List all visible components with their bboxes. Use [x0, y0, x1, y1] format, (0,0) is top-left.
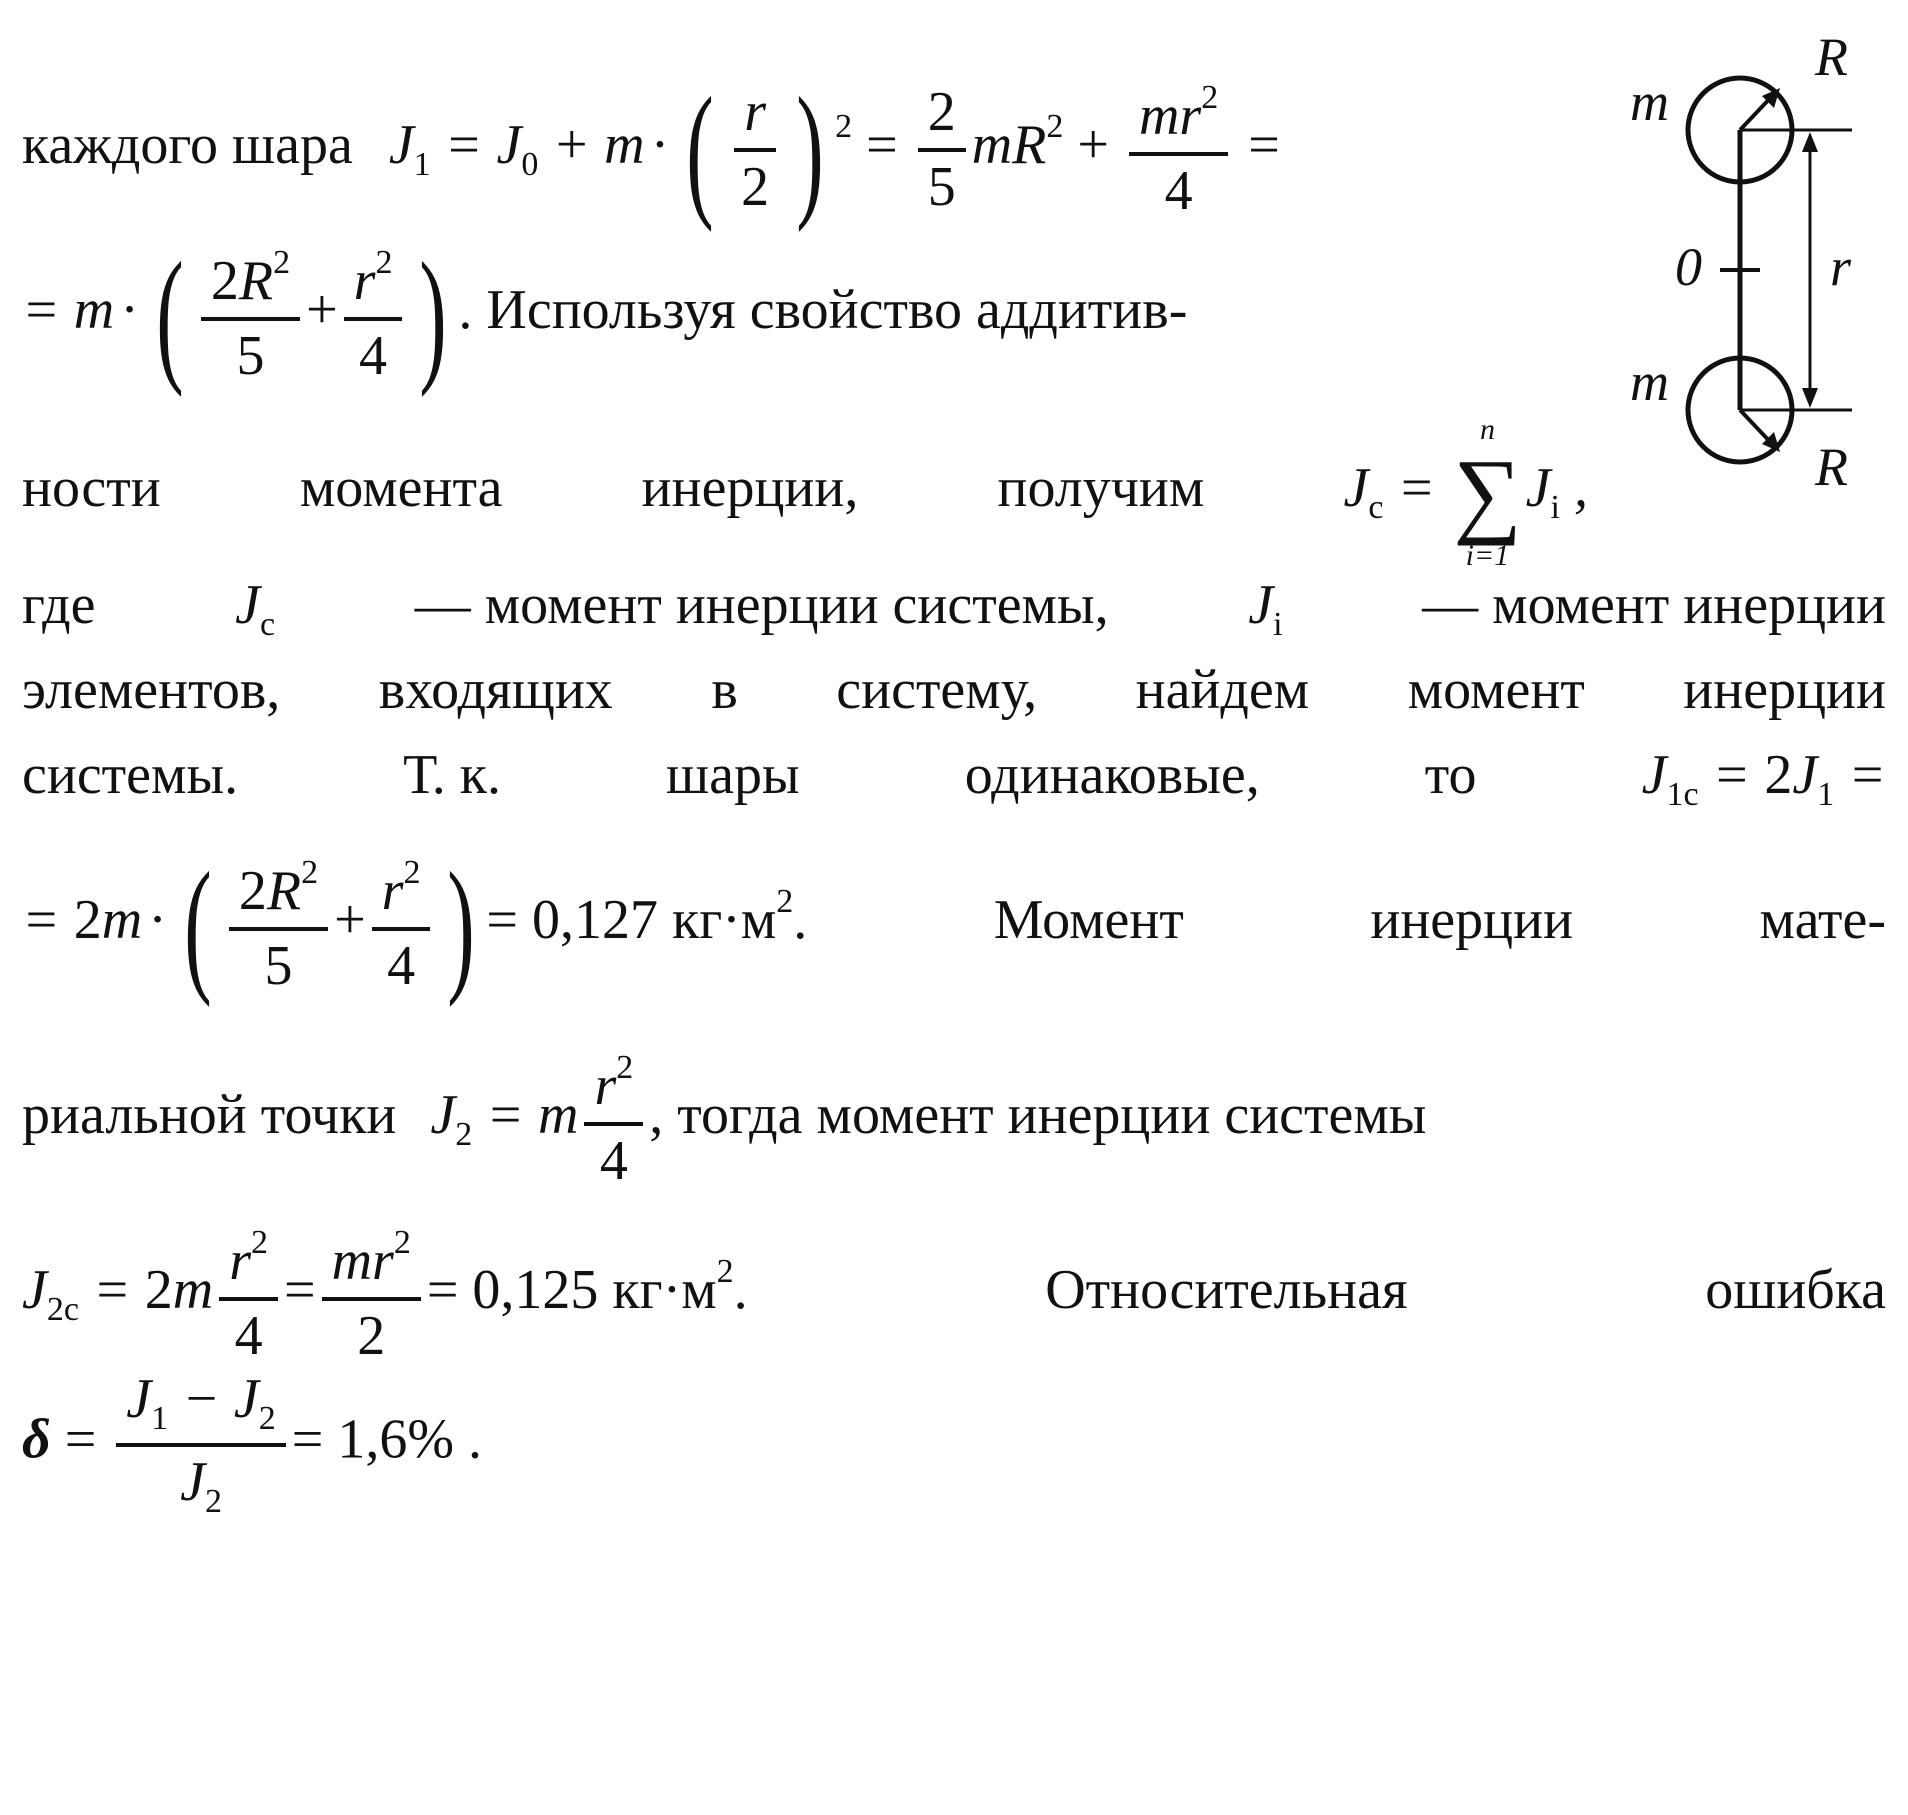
text-fragment: системы. [22, 744, 239, 806]
text-fragment: момент [1407, 659, 1585, 721]
text-line-4: где $J_c$ — момент инерции системы, $J_i$ — момент инерции [22, 574, 1886, 643]
text-fragment: ности [22, 456, 161, 519]
text-fragment: входящих [378, 659, 613, 721]
text-fragment: момента [299, 456, 503, 519]
text-fragment: = 0,125 кг·м [426, 1259, 717, 1322]
text-line-1: каждого шара $J_1 = J_0 + m$ · ( $\frac{r}{2}$ ) $^2$ = $\frac{2}{5}$ $mR^2$ + $\frac{mr^2}{4}$ = [22, 67, 1280, 233]
text-fragment: — момент инерции системы, [414, 574, 1109, 636]
text-fragment: = 1,6% . [291, 1408, 483, 1471]
text-fragment: Относительная [1045, 1259, 1408, 1322]
text-fragment: Т. к. [403, 744, 501, 806]
text-fragment: найдем [1135, 659, 1310, 721]
radius-label-bottom: R [1815, 437, 1848, 497]
text-fragment: = 0,127 кг·м [486, 888, 777, 951]
text-line-9: $J_{2c} = 2m$ $\frac{r^2}{4}$ = $\frac{mr^2}{2}$ = 0,125 $кг\cdot м^2$. Относительная ошибка [22, 1224, 1886, 1367]
text-line-2: = m · ( $\frac{2R^2}{5}$ + $\frac{r^2}{4}$ ) . Используя свойство аддитив- [22, 232, 1188, 398]
text-fragment: получим [997, 456, 1205, 519]
text-line-10: δ = $\frac{J_1 - J_2}{J_2}$ = 1,6% . [22, 1368, 483, 1520]
text-fragment: Момент [993, 888, 1184, 951]
text-fragment: систему, [836, 659, 1038, 721]
text-fragment: инерции, [641, 456, 859, 519]
text-fragment: — момент инерции [1422, 574, 1886, 636]
text-line-7: = 2m · ( $\frac{2R^2}{5}$ + $\frac{r^2}{4}$ ) = 0,127 $кг\cdot м^2$. Момент инерции мате- [22, 842, 1886, 1008]
distance-label: r [1830, 237, 1852, 297]
arrowhead-top [1802, 132, 1818, 152]
mass-label-top: m [1630, 72, 1669, 132]
two-spheres-figure [1590, 20, 1908, 540]
text-fragment: инерции [1683, 659, 1886, 721]
mass-label-bottom: m [1630, 352, 1669, 412]
text-fragment: элементов, [22, 659, 281, 721]
text-line-3: ности момента инерции, получим $J_c$ = n ∑ i=1 $J_i$ , [22, 413, 1588, 572]
text-line-6: системы. Т. к. шары одинаковые, то $J_{1c} = 2J_1$ = [22, 744, 1886, 813]
text-fragment: , тогда момент инерции системы [649, 1084, 1427, 1147]
text-fragment: . Используя свойство аддитив- [458, 278, 1188, 341]
text-line-5 [22, 660, 1886, 720]
text-fragment: в [711, 659, 738, 721]
text-fragment: ошибка [1705, 1259, 1886, 1322]
text-line-8: риальной точки $J_2 = m$ $\frac{r^2}{4}$ , тогда момент инерции системы [22, 1049, 1427, 1192]
arrowhead-bottom [1802, 388, 1818, 408]
text-fragment: одинаковые, [964, 744, 1260, 806]
text-fragment: каждого шара [22, 113, 353, 176]
text-fragment: то [1424, 744, 1477, 806]
text-fragment: мате- [1759, 888, 1886, 951]
text-fragment: шары [666, 744, 800, 806]
radius-label-top: R [1815, 27, 1848, 87]
text-fragment: где [22, 574, 96, 636]
text-fragment: инерции [1370, 888, 1574, 951]
text-fragment: риальной точки [22, 1084, 397, 1147]
center-label: 0 [1675, 237, 1702, 297]
